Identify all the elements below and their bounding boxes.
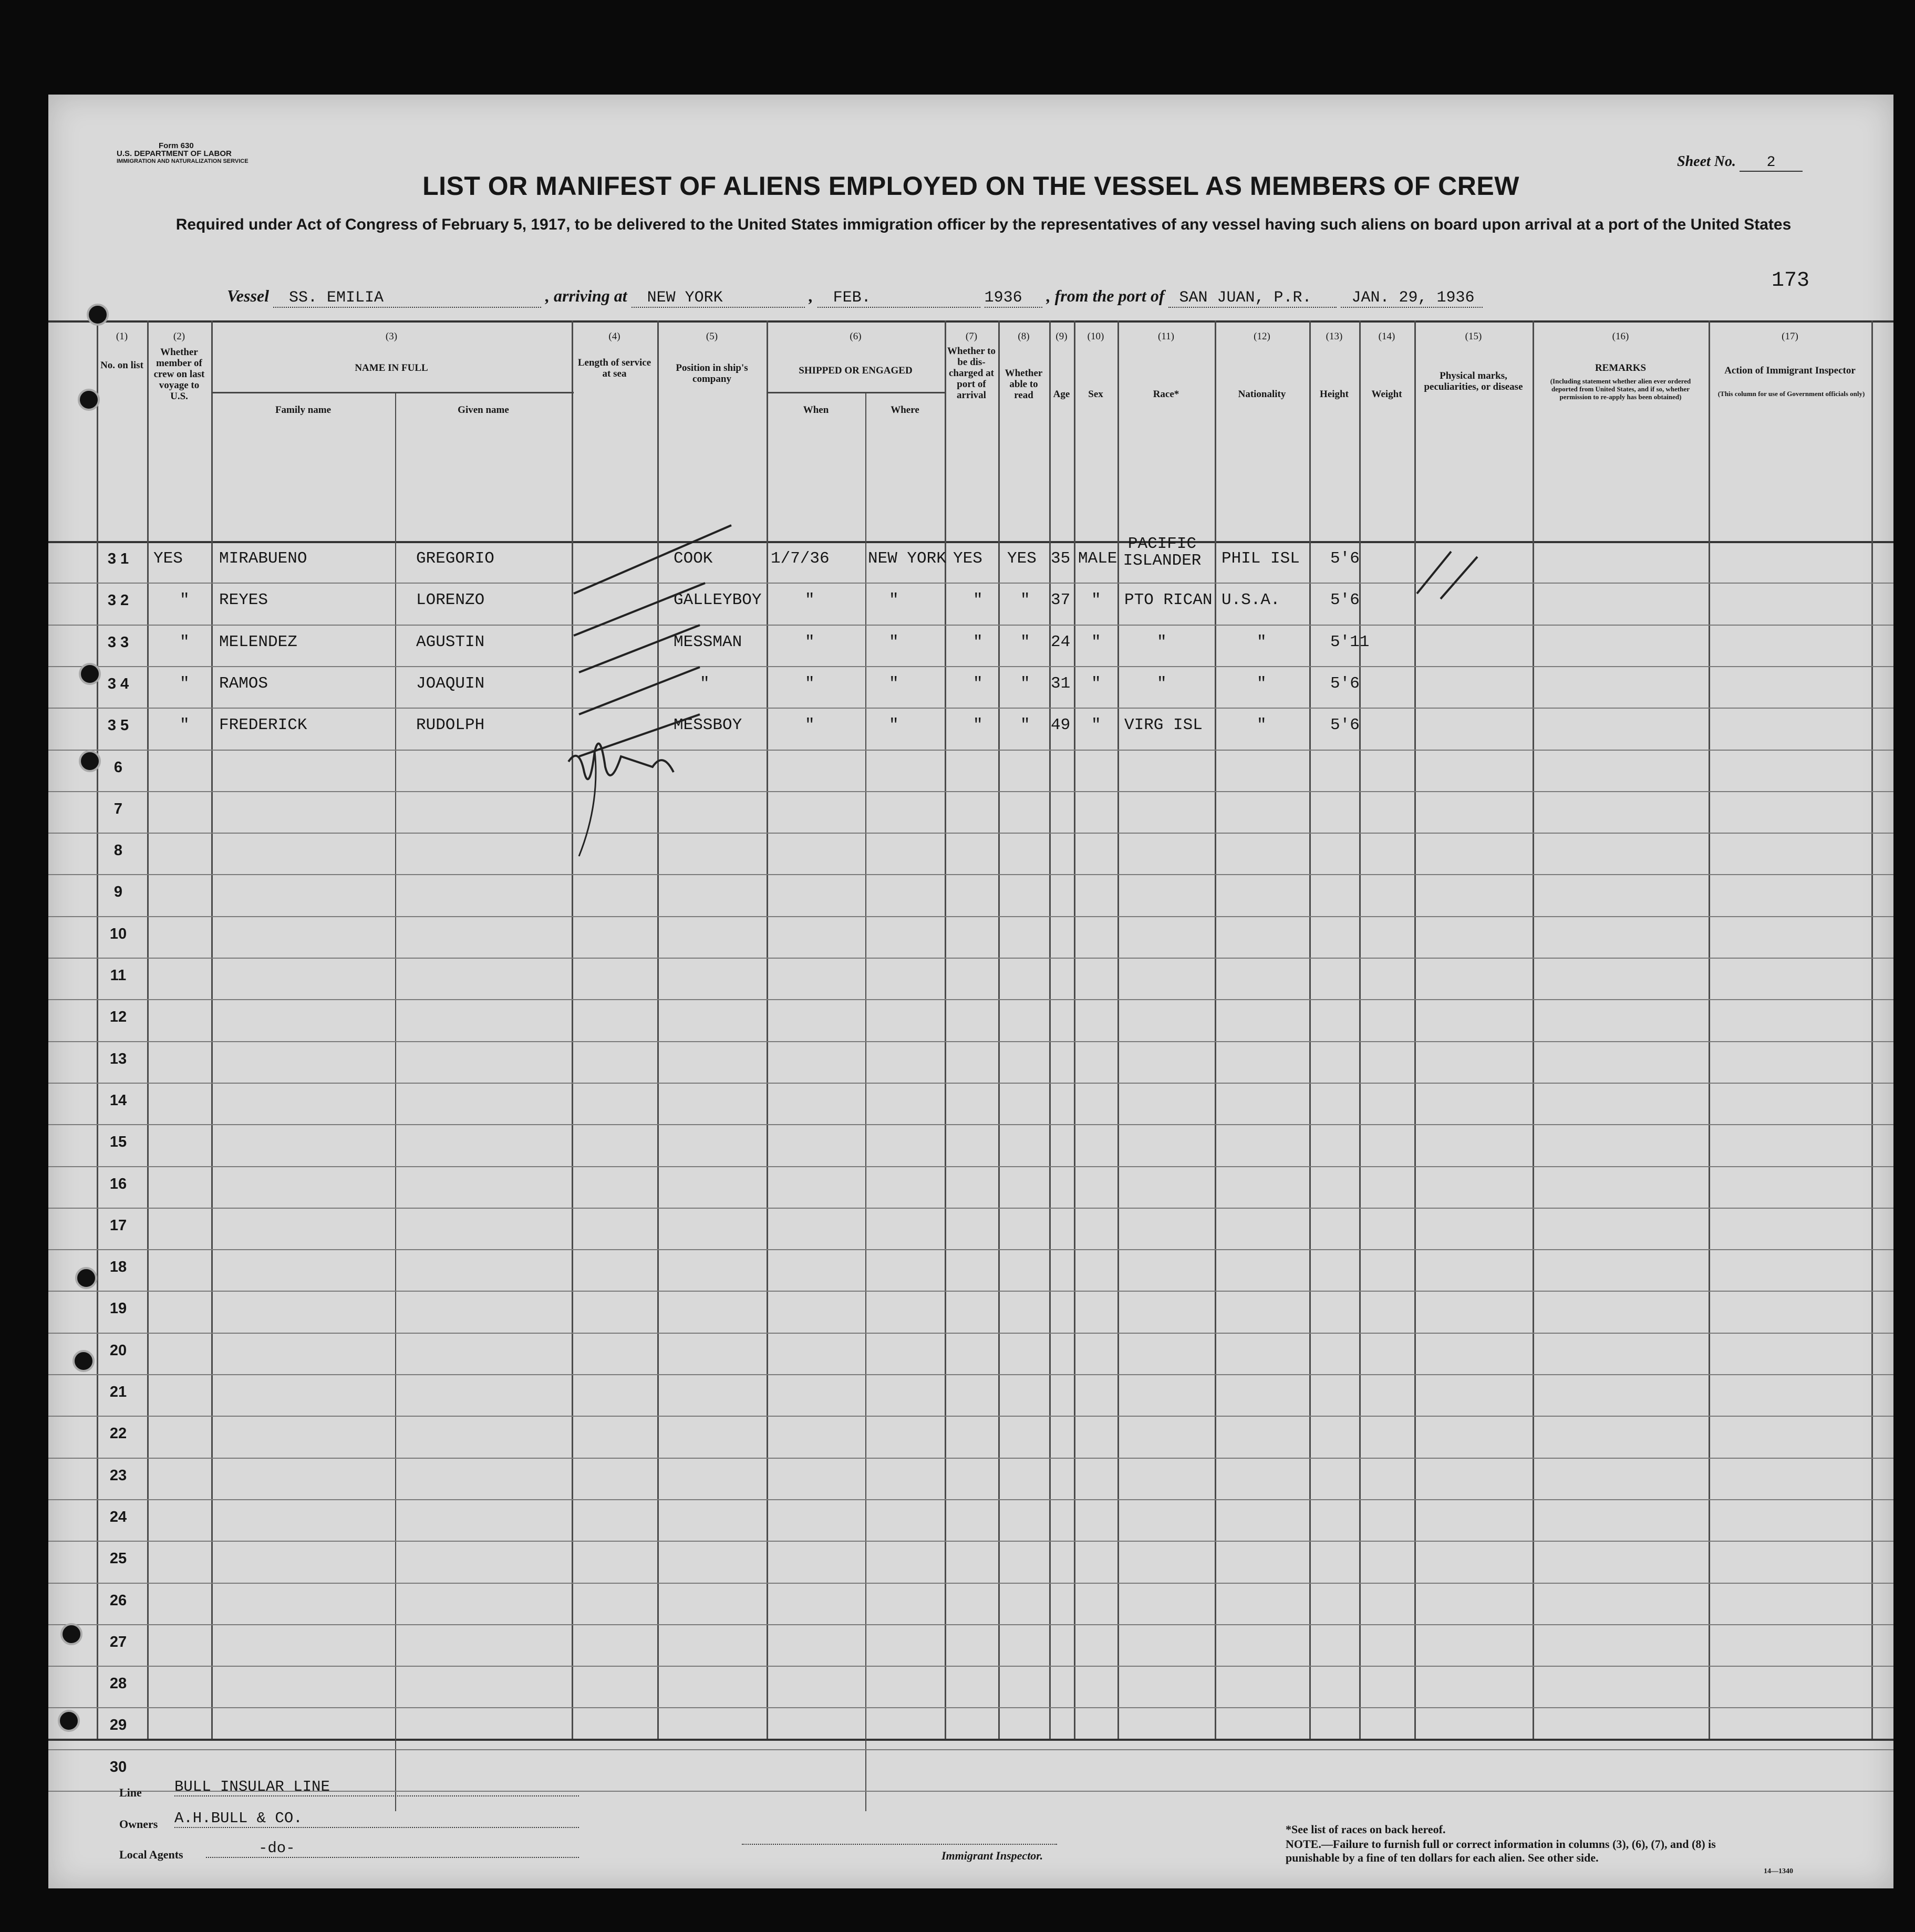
row-number-value: 29 [109,1717,127,1734]
departure-date: JAN. 29, 1936 [1341,289,1483,308]
row-line [48,625,1893,626]
col-num-1: (1) [116,331,128,342]
row-able-to-read: YES [1007,549,1037,568]
row-number [100,676,137,693]
col-num-6: (6) [850,331,862,342]
row-number-value: 1 [120,550,129,567]
row-number-value: 15 [109,1134,127,1151]
binder-hole [78,389,100,411]
owners-label: Owners [119,1817,158,1831]
header-shipped-or-engaged: SHIPPED OR ENGAGED [799,365,913,376]
row-number-value: 6 [113,759,123,776]
row-given-name: GREGORIO [416,549,494,568]
row-position: MESSBOY [674,716,742,735]
row-line [48,583,1893,584]
row-number-value: 25 [109,1550,127,1567]
manifest-sheet [48,95,1893,1888]
vessel-label: Vessel [227,286,269,305]
row-line [48,1707,1893,1708]
row-height: 5'6 [1330,549,1360,568]
row-number-value: 18 [109,1259,127,1276]
row-number [100,842,137,859]
row-number-value: 21 [109,1384,127,1400]
form-code: 14—1340 [1764,1867,1793,1875]
row-when: " [805,591,815,610]
header-position: Position in ship's company [676,362,748,385]
row-line [48,1499,1893,1500]
document-subtitle: Required under Act of Congress of February 5, 1917, to be delivered to the United States immigration officer by the representatives of any vessel having such aliens on board upon arrival at a port of the United States [175,216,1792,233]
arrival-date: FEB. [817,289,980,308]
row-race: PACIFIC ISLANDER [1123,535,1202,570]
row-when: " [805,632,815,651]
row-number [100,1134,137,1151]
header-member-last-voyage: Whether member of crew on last voyage to U.S. [153,347,205,402]
row-age: 31 [1051,674,1071,693]
row-number-value: 26 [109,1592,127,1609]
sheet-value: 2 [1740,154,1803,172]
row-nationality: " [1257,716,1267,735]
header-length-of-service: Length of service at sea [577,357,651,379]
row-age: 37 [1051,591,1071,610]
row-number-value: 8 [113,842,123,859]
row-number-value: 17 [109,1217,127,1234]
row-number-value: 22 [109,1425,127,1442]
binder-hole [60,1623,82,1645]
row-number [100,1467,137,1484]
row-number [100,717,137,734]
agents-value: -do- [206,1840,579,1858]
row-family-name: RAMOS [219,674,268,693]
col-num-4: (4) [608,331,620,342]
row-able-to-read: " [1020,674,1030,693]
header-no-on-list: No. on list [100,360,143,371]
row-where: NEW YORK [868,549,946,568]
header-where: Where [891,404,919,416]
department-name: U.S. DEPARTMENT OF LABOR [117,149,232,158]
row-line [48,1333,1893,1334]
row-family-name: REYES [219,591,268,610]
binder-hole [75,1267,97,1289]
row-height: 5'6 [1330,716,1360,735]
col-num-15: (15) [1465,331,1482,342]
row-family-name: MELENDEZ [219,632,297,651]
row-number-value: 11 [110,967,127,984]
row-number-prefix: 3 [107,633,116,651]
row-number-value: 12 [109,1009,127,1026]
header-sex: Sex [1088,389,1103,400]
row-number-value: 13 [109,1050,127,1067]
row-nationality: " [1257,632,1267,651]
col-num-9: (9) [1055,331,1068,342]
row-sex: " [1091,674,1101,693]
row-when: " [805,674,815,693]
row-position: MESSMAN [674,632,742,651]
row-number [100,1509,137,1526]
row-age: 35 [1051,549,1071,568]
col-num-3: (3) [385,331,398,342]
line-value: BULL INSULAR LINE [174,1778,579,1796]
row-line [48,1083,1893,1084]
row-line [48,1749,1893,1750]
row-discharged: " [973,632,983,651]
row-number-prefix: 3 [107,592,116,609]
row-discharged: YES [953,549,982,568]
header-weight: Weight [1371,389,1402,400]
row-number [100,967,137,984]
row-number [100,592,137,609]
row-able-to-read: " [1020,716,1030,735]
header-action-note: (This column for use of Government officials only) [1717,390,1865,398]
sheet-number [1677,153,1803,172]
row-line [48,916,1893,917]
row-member-last-voyage: " [180,716,190,735]
weight-strike-marks [1414,541,1519,604]
row-member-last-voyage: " [180,591,190,610]
row-where: " [889,674,899,693]
document-title: LIST OR MANIFEST OF ALIENS EMPLOYED ON THE VESSEL AS MEMBERS OF CREW [422,171,1519,201]
row-line [48,1583,1893,1584]
row-number [100,884,137,901]
row-sex: " [1091,591,1101,610]
row-race: " [1157,674,1167,693]
row-age: 49 [1051,716,1071,735]
row-age: 24 [1051,632,1071,651]
departure-port: SAN JUAN, P.R. [1168,289,1337,308]
row-number-prefix: 3 [107,717,116,734]
row-number [100,1259,137,1276]
row-number [100,1425,137,1442]
row-sex: " [1091,716,1101,735]
owners-value: A.H.BULL & CO. [174,1810,579,1828]
sheet-label: Sheet No. [1677,153,1736,170]
row-number [100,1051,137,1068]
row-line [48,1541,1893,1542]
arrival-port: NEW YORK [632,289,805,308]
binder-hole [79,663,101,685]
page-number: 173 [1772,269,1810,293]
col-num-14: (14) [1378,331,1395,342]
row-number [100,1384,137,1401]
row-number-value: 27 [109,1633,127,1650]
row-height: 5'6 [1330,591,1360,610]
row-number-value: 3 [120,633,129,651]
row-number-value: 28 [109,1675,127,1692]
row-number [100,1759,137,1776]
row-position: COOK [674,549,713,568]
row-position: " [700,674,710,693]
line-label: Line [119,1786,142,1799]
row-nationality: " [1257,674,1267,693]
col-num-10: (10) [1087,331,1104,342]
col-num-11: (11) [1158,331,1174,342]
row-discharged: " [973,674,983,693]
row-number [100,1592,137,1609]
header-nationality: Nationality [1238,389,1286,400]
service-strike-marks [568,515,863,777]
row-family-name: FREDERICK [219,716,307,735]
col-num-7: (7) [965,331,978,342]
row-line [48,1291,1893,1292]
row-when: " [805,716,815,735]
row-number-value: 16 [109,1175,127,1192]
service-name: IMMIGRATION AND NATURALIZATION SERVICE [117,158,249,164]
row-line [48,833,1893,834]
arrival-year: 1936 [985,289,1042,308]
row-number [100,634,137,651]
header-remarks: REMARKS [1595,362,1647,373]
row-where: " [889,632,899,651]
row-given-name: LORENZO [416,591,485,610]
header-given-name: Given name [458,404,509,416]
row-number [100,1342,137,1359]
from-port-label: , from the port of [1046,286,1165,305]
row-number [100,550,137,568]
row-number-value: 7 [113,800,123,817]
row-number-value: 4 [120,675,129,692]
header-discharged: Whether to be dis- charged at port of arrival [947,346,996,401]
row-race: VIRG ISL [1124,716,1203,735]
col-num-12: (12) [1254,331,1270,342]
binder-hole [87,304,109,326]
penalty-note: NOTE.—Failure to furnish full or correct information in columns (3), (6), (7), and (8) is punishable by a fine of ten dollars for each alien. See other side. [1286,1837,1716,1864]
row-line [48,1124,1893,1125]
header-age: Age [1053,389,1070,400]
form-number: Form 630 [159,141,194,150]
row-line [48,1166,1893,1167]
binder-hole [79,750,101,772]
row-number [100,1092,137,1109]
header-action-inspector: Action of Immigrant Inspector [1724,365,1856,376]
header-remarks-note: (Including statement whether alien ever ordered deported from United States, and if so, whether permission to re-apply has been obtained) [1550,377,1691,401]
row-line [48,666,1893,667]
agents-label: Local Agents [119,1848,183,1861]
row-line [48,791,1893,792]
row-number-value: 24 [109,1508,127,1525]
row-number [100,1634,137,1651]
row-number-value: 19 [109,1300,127,1317]
row-given-name: AGUSTIN [416,632,485,651]
row-number [100,1717,137,1734]
row-nationality: U.S.A. [1222,591,1280,610]
row-given-name: JOAQUIN [416,674,485,693]
arriving-label: , arriving at [545,286,627,305]
row-line [48,958,1893,959]
row-height: 5'11 [1330,632,1370,651]
col-num-16: (16) [1612,331,1629,342]
row-when: 1/7/36 [771,549,830,568]
row-number-prefix: 3 [107,675,116,692]
row-number-value: 20 [109,1342,127,1359]
row-sex: MALE [1078,549,1117,568]
binder-hole [73,1350,95,1372]
row-line [48,1624,1893,1625]
row-number [100,1300,137,1317]
row-race: " [1157,632,1167,651]
row-number-prefix: 3 [107,550,116,567]
row-family-name: MIRABUENO [219,549,307,568]
row-number-value: 30 [109,1758,127,1775]
row-number [100,801,137,818]
row-member-last-voyage: " [180,674,190,693]
header-able-to-read: Whether able to read [1005,368,1043,401]
row-line [48,1416,1893,1417]
row-number-value: 9 [113,884,123,901]
inspector-signature-line [742,1844,1057,1845]
row-number-value: 5 [120,717,129,734]
row-line [48,1458,1893,1459]
header-height: Height [1320,389,1349,400]
col-num-17: (17) [1782,331,1798,342]
row-where: " [889,716,899,735]
row-discharged: " [973,591,983,610]
row-line [48,750,1893,751]
row-member-last-voyage: " [180,632,190,651]
header-family-name: Family name [275,404,332,416]
row-number [100,926,137,943]
row-line [48,1666,1893,1667]
row-line [48,708,1893,709]
header-race: Race* [1153,389,1179,400]
row-race: PTO RICAN [1124,591,1213,610]
row-number [100,759,137,776]
inspector-label: Immigrant Inspector. [941,1849,1043,1862]
row-number-value: 14 [109,1092,127,1109]
form-identifier [117,142,249,165]
row-line [48,1249,1893,1250]
row-discharged: " [973,716,983,735]
race-note: *See list of races on back hereof. [1286,1823,1446,1836]
row-number-value: 23 [109,1467,127,1484]
header-when: When [803,404,829,416]
row-number [100,1217,137,1234]
voyage-line: Vessel SS. EMILIA , arriving at NEW YORK , FEB. 1936 , from the port of SAN JUAN, P.R. JAN. 29, 1936 [227,286,1483,308]
row-number-value: 10 [109,925,127,942]
row-line [48,1374,1893,1375]
col-num-8: (8) [1018,331,1030,342]
header-name-in-full: NAME IN FULL [355,362,428,373]
row-line [48,1041,1893,1042]
row-number [100,1675,137,1692]
row-number-value: 2 [120,592,129,609]
row-height: 5'6 [1330,674,1360,693]
col-num-5: (5) [706,331,718,342]
row-line [48,1208,1893,1209]
row-where: " [889,591,899,610]
row-number [100,1550,137,1567]
row-member-last-voyage: YES [153,549,183,568]
row-sex: " [1091,632,1101,651]
row-nationality: PHIL ISL [1222,549,1300,568]
vessel-name: SS. EMILIA [273,289,541,308]
row-number [100,1009,137,1026]
row-able-to-read: " [1020,632,1030,651]
row-line [48,874,1893,875]
row-able-to-read: " [1020,591,1030,610]
header-physical-marks: Physical marks, peculiarities, or disease [1424,370,1523,392]
row-position: GALLEYBOY [674,591,762,610]
row-given-name: RUDOLPH [416,716,485,735]
row-number [100,1176,137,1193]
col-num-13: (13) [1326,331,1343,342]
col-num-2: (2) [173,331,185,342]
row-line [48,999,1893,1000]
crew-table [48,320,1893,1775]
binder-hole [58,1710,80,1732]
